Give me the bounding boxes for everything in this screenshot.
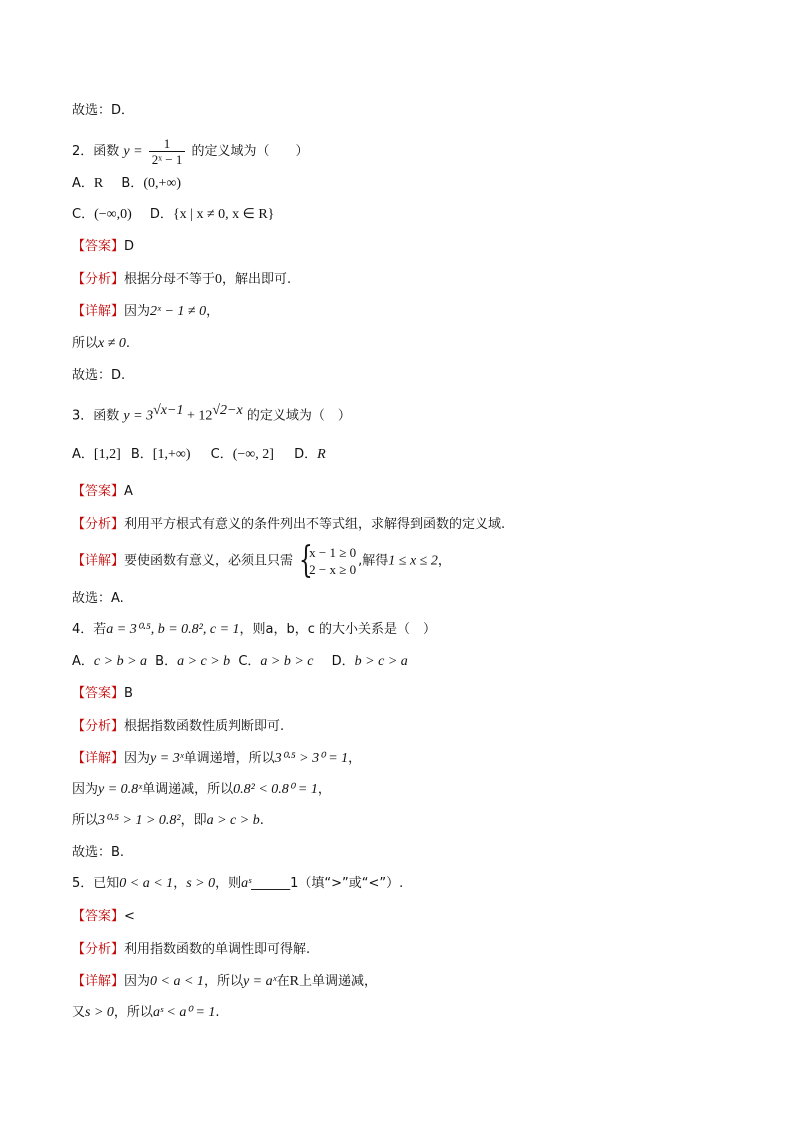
q3-stem-pre: 3．函数: [72, 408, 120, 424]
q5-d1-mid2: 在: [276, 974, 290, 989]
answer-tag: 【答案】: [72, 686, 125, 701]
q4-d1-math2: 3⁰·⁵ > 3⁰ = 1: [274, 751, 349, 766]
q4-d1-math: y = 3ˣ: [150, 751, 184, 766]
q4-opt-a-label: A．: [72, 654, 94, 669]
q2-opt-c-label: C．: [72, 207, 95, 222]
q3-detail: [72, 540, 451, 581]
q3-detail-pre: 要使函数有意义，必须且只需: [124, 553, 294, 569]
q1-choice: 故选：D．: [72, 103, 135, 118]
detail-tag: 【详解】: [72, 751, 125, 766]
brace-icon: {: [299, 540, 313, 581]
q3-sys-row1: x − 1 ≥ 0: [309, 545, 357, 560]
answer-tag: 【答案】: [72, 909, 125, 924]
q3-opt-d-label: D．: [294, 447, 318, 462]
q3-opt-c: (−∞, 2]: [232, 447, 274, 462]
q5-cond2: s > 0: [186, 876, 216, 891]
q4-d3-post: .: [259, 813, 264, 828]
q3-detail-post: ，: [437, 553, 451, 569]
q4-d3-pre: 所以: [72, 813, 99, 828]
q3-stem: [72, 401, 351, 426]
q2-detail-post: ，: [206, 304, 220, 319]
q4-d2-math2: 0.8² < 0.8⁰ = 1: [233, 782, 318, 797]
analysis-tag: 【分析】: [72, 942, 125, 957]
q4-d2-post: ，: [317, 782, 331, 797]
q5-d1-math: 0 < a < 1: [150, 974, 204, 989]
q4-answer-value: B: [124, 686, 133, 701]
q4-analysis-text: 根据指数函数性质判断即可.: [124, 719, 285, 734]
q3-mid: + 12: [183, 408, 213, 424]
q5-answer: [72, 907, 135, 927]
q2-fraction: [149, 136, 186, 167]
q3-options: [72, 445, 326, 465]
q3-exp2: √2−x: [212, 403, 243, 418]
q3-opt-a-label: A．: [72, 447, 94, 462]
q5-expr: aˢ: [241, 876, 252, 891]
q3-answer: [72, 482, 133, 502]
q4-d2-pre: 因为: [72, 782, 99, 797]
q5-d1-mid: ，所以: [203, 974, 243, 989]
q3-opt-a: [1,2]: [93, 447, 121, 462]
detail-tag: 【详解】: [72, 553, 125, 569]
q4-d1-mid: 单调递增，所以: [183, 751, 275, 766]
q2-stem-post: 的定义域为（ ）: [191, 144, 309, 159]
q2-analysis-pre: 根据分母不等于: [124, 272, 216, 287]
q4-opt-d: b > c > a: [354, 654, 408, 669]
q2-options-cd: [72, 205, 274, 225]
answer-tag: 【答案】: [72, 239, 125, 254]
q3-opt-b-label: B．: [130, 447, 153, 462]
q5-stem-post: 1（填“>”或“<”）.: [290, 876, 404, 891]
q2-analysis: [72, 270, 291, 290]
q2-frac-num: 1: [149, 136, 186, 152]
q2-so-pre: 所以: [72, 336, 99, 351]
q3-analysis: [72, 515, 505, 535]
q2-analysis-zero: 0: [215, 272, 223, 287]
q5-blank[interactable]: ______: [251, 876, 291, 891]
q4-d2-math: y = 0.8ˣ: [98, 782, 143, 797]
q4-detail-1: [72, 749, 361, 769]
q5-d2-post: .: [215, 1005, 220, 1020]
q2-choice: 故选：D.: [72, 368, 126, 383]
q4-d1-post: ，: [348, 751, 362, 766]
q2-detail-pre: 因为: [124, 304, 151, 319]
q2-answer-value: D: [124, 239, 135, 254]
q3-choice: 故选：A.: [72, 591, 124, 606]
q5-d1-pre: 因为: [124, 974, 151, 989]
q3-opt-c-label: C．: [210, 447, 233, 462]
q4-stem-post: ，则a，b，c 的大小关系是（ ）: [239, 622, 437, 637]
q5-d2-math2: aˢ < a⁰ = 1: [152, 1005, 216, 1020]
q2-opt-b-label: B．: [121, 176, 144, 191]
q2-so-post: .: [125, 336, 131, 351]
q3-opt-d: R: [317, 447, 326, 462]
q5-d1-post: 上单调递减，: [298, 974, 377, 989]
q3-inequality-system: [299, 540, 357, 581]
q5-sep: ，: [173, 876, 187, 891]
analysis-tag: 【分析】: [72, 272, 125, 287]
q5-analysis: [72, 940, 310, 960]
detail-tag: 【详解】: [72, 304, 125, 319]
analysis-tag: 【分析】: [72, 719, 125, 734]
q2-so-math: x ≠ 0: [98, 336, 126, 351]
q2-opt-d-label: D．: [149, 207, 173, 222]
answer-tag: 【答案】: [72, 484, 125, 499]
q4-opt-a: c > b > a: [93, 654, 148, 669]
q3-y-eq: y = 3: [123, 408, 154, 424]
q5-stem: [72, 874, 403, 894]
q3-stem-post: 的定义域为（ ）: [246, 408, 351, 424]
q2-detail-math: 2ˣ − 1 ≠ 0: [150, 304, 207, 319]
q5-stem-pre: 5．已知: [72, 876, 120, 891]
q2-opt-c: (−∞,0): [94, 207, 132, 222]
q4-stem-pre: 4．若: [72, 622, 107, 637]
q4-choice: 故选：B.: [72, 845, 125, 860]
q3-exp1: √x−1: [153, 403, 184, 418]
analysis-tag: 【分析】: [72, 517, 125, 532]
q4-stem: [72, 620, 436, 640]
q2-so: [72, 334, 130, 354]
q3-opt-b: [1,+∞): [152, 447, 191, 462]
q4-d2-mid: 单调递减，所以: [142, 782, 234, 797]
q5-detail-2: [72, 1003, 220, 1023]
q4-stem-math: a = 3⁰·⁵, b = 0.8², c = 1: [106, 622, 240, 637]
q3-analysis-text: 利用平方根式有意义的条件列出不等式组，求解得到函数的定义域.: [124, 517, 506, 532]
q5-analysis-text: 利用指数函数的单调性即可得解.: [124, 942, 311, 957]
q2-detail: [72, 302, 219, 322]
q4-d3-mid: ，即: [180, 813, 207, 828]
q4-opt-b-label: B．: [155, 654, 178, 669]
q2-stem-pre: 2．函数: [72, 144, 120, 159]
q2-y-eq: y =: [123, 144, 143, 159]
q5-mid: ，则: [215, 876, 242, 891]
q4-opt-d-label: D．: [331, 654, 355, 669]
q5-d2-math: s > 0: [85, 1005, 114, 1020]
q2-opt-d: {x | x ≠ 0, x ∈ R}: [172, 207, 275, 222]
q4-opt-c-label: C．: [238, 654, 261, 669]
q4-d3-math: 3⁰·⁵ > 1 > 0.8²: [98, 813, 181, 828]
q4-opt-c: a > b > c: [260, 654, 314, 669]
q2-opt-b: (0,+∞): [143, 176, 182, 191]
q5-d1-R: R: [289, 974, 299, 989]
q3-detail-math: 1 ≤ x ≤ 2: [388, 553, 438, 569]
q5-d2-mid: ，所以: [113, 1005, 153, 1020]
q5-d1-math2: y = aˣ: [242, 974, 277, 989]
q2-stem: [72, 136, 308, 167]
q4-detail-2: [72, 780, 331, 800]
q5-d2-pre: 又: [72, 1005, 86, 1020]
q4-analysis: [72, 717, 284, 737]
q3-sys-row2: 2 − x ≥ 0: [309, 562, 357, 577]
q4-d3-math2: a > c > b: [206, 813, 260, 828]
q4-d1-pre: 因为: [124, 751, 151, 766]
q5-cond1: 0 < a < 1: [119, 876, 174, 891]
detail-tag: 【详解】: [72, 974, 125, 989]
q2-opt-a-label: A．: [72, 176, 94, 191]
q4-opt-b: a > c > b: [177, 654, 231, 669]
q4-options: [72, 652, 408, 672]
q5-answer-value: <: [124, 909, 135, 924]
q2-opt-a: R: [93, 176, 104, 191]
q5-detail-1: [72, 972, 377, 992]
q3-detail-mid: ,解得: [358, 553, 389, 569]
q3-answer-value: A: [124, 484, 133, 499]
q4-answer: [72, 684, 133, 704]
q2-options-ab: [72, 174, 181, 194]
q2-frac-den: 2ˣ − 1: [151, 152, 183, 167]
q4-detail-3: [72, 811, 264, 831]
q2-answer: [72, 237, 134, 257]
q2-analysis-post: ，解出即可.: [222, 272, 292, 287]
